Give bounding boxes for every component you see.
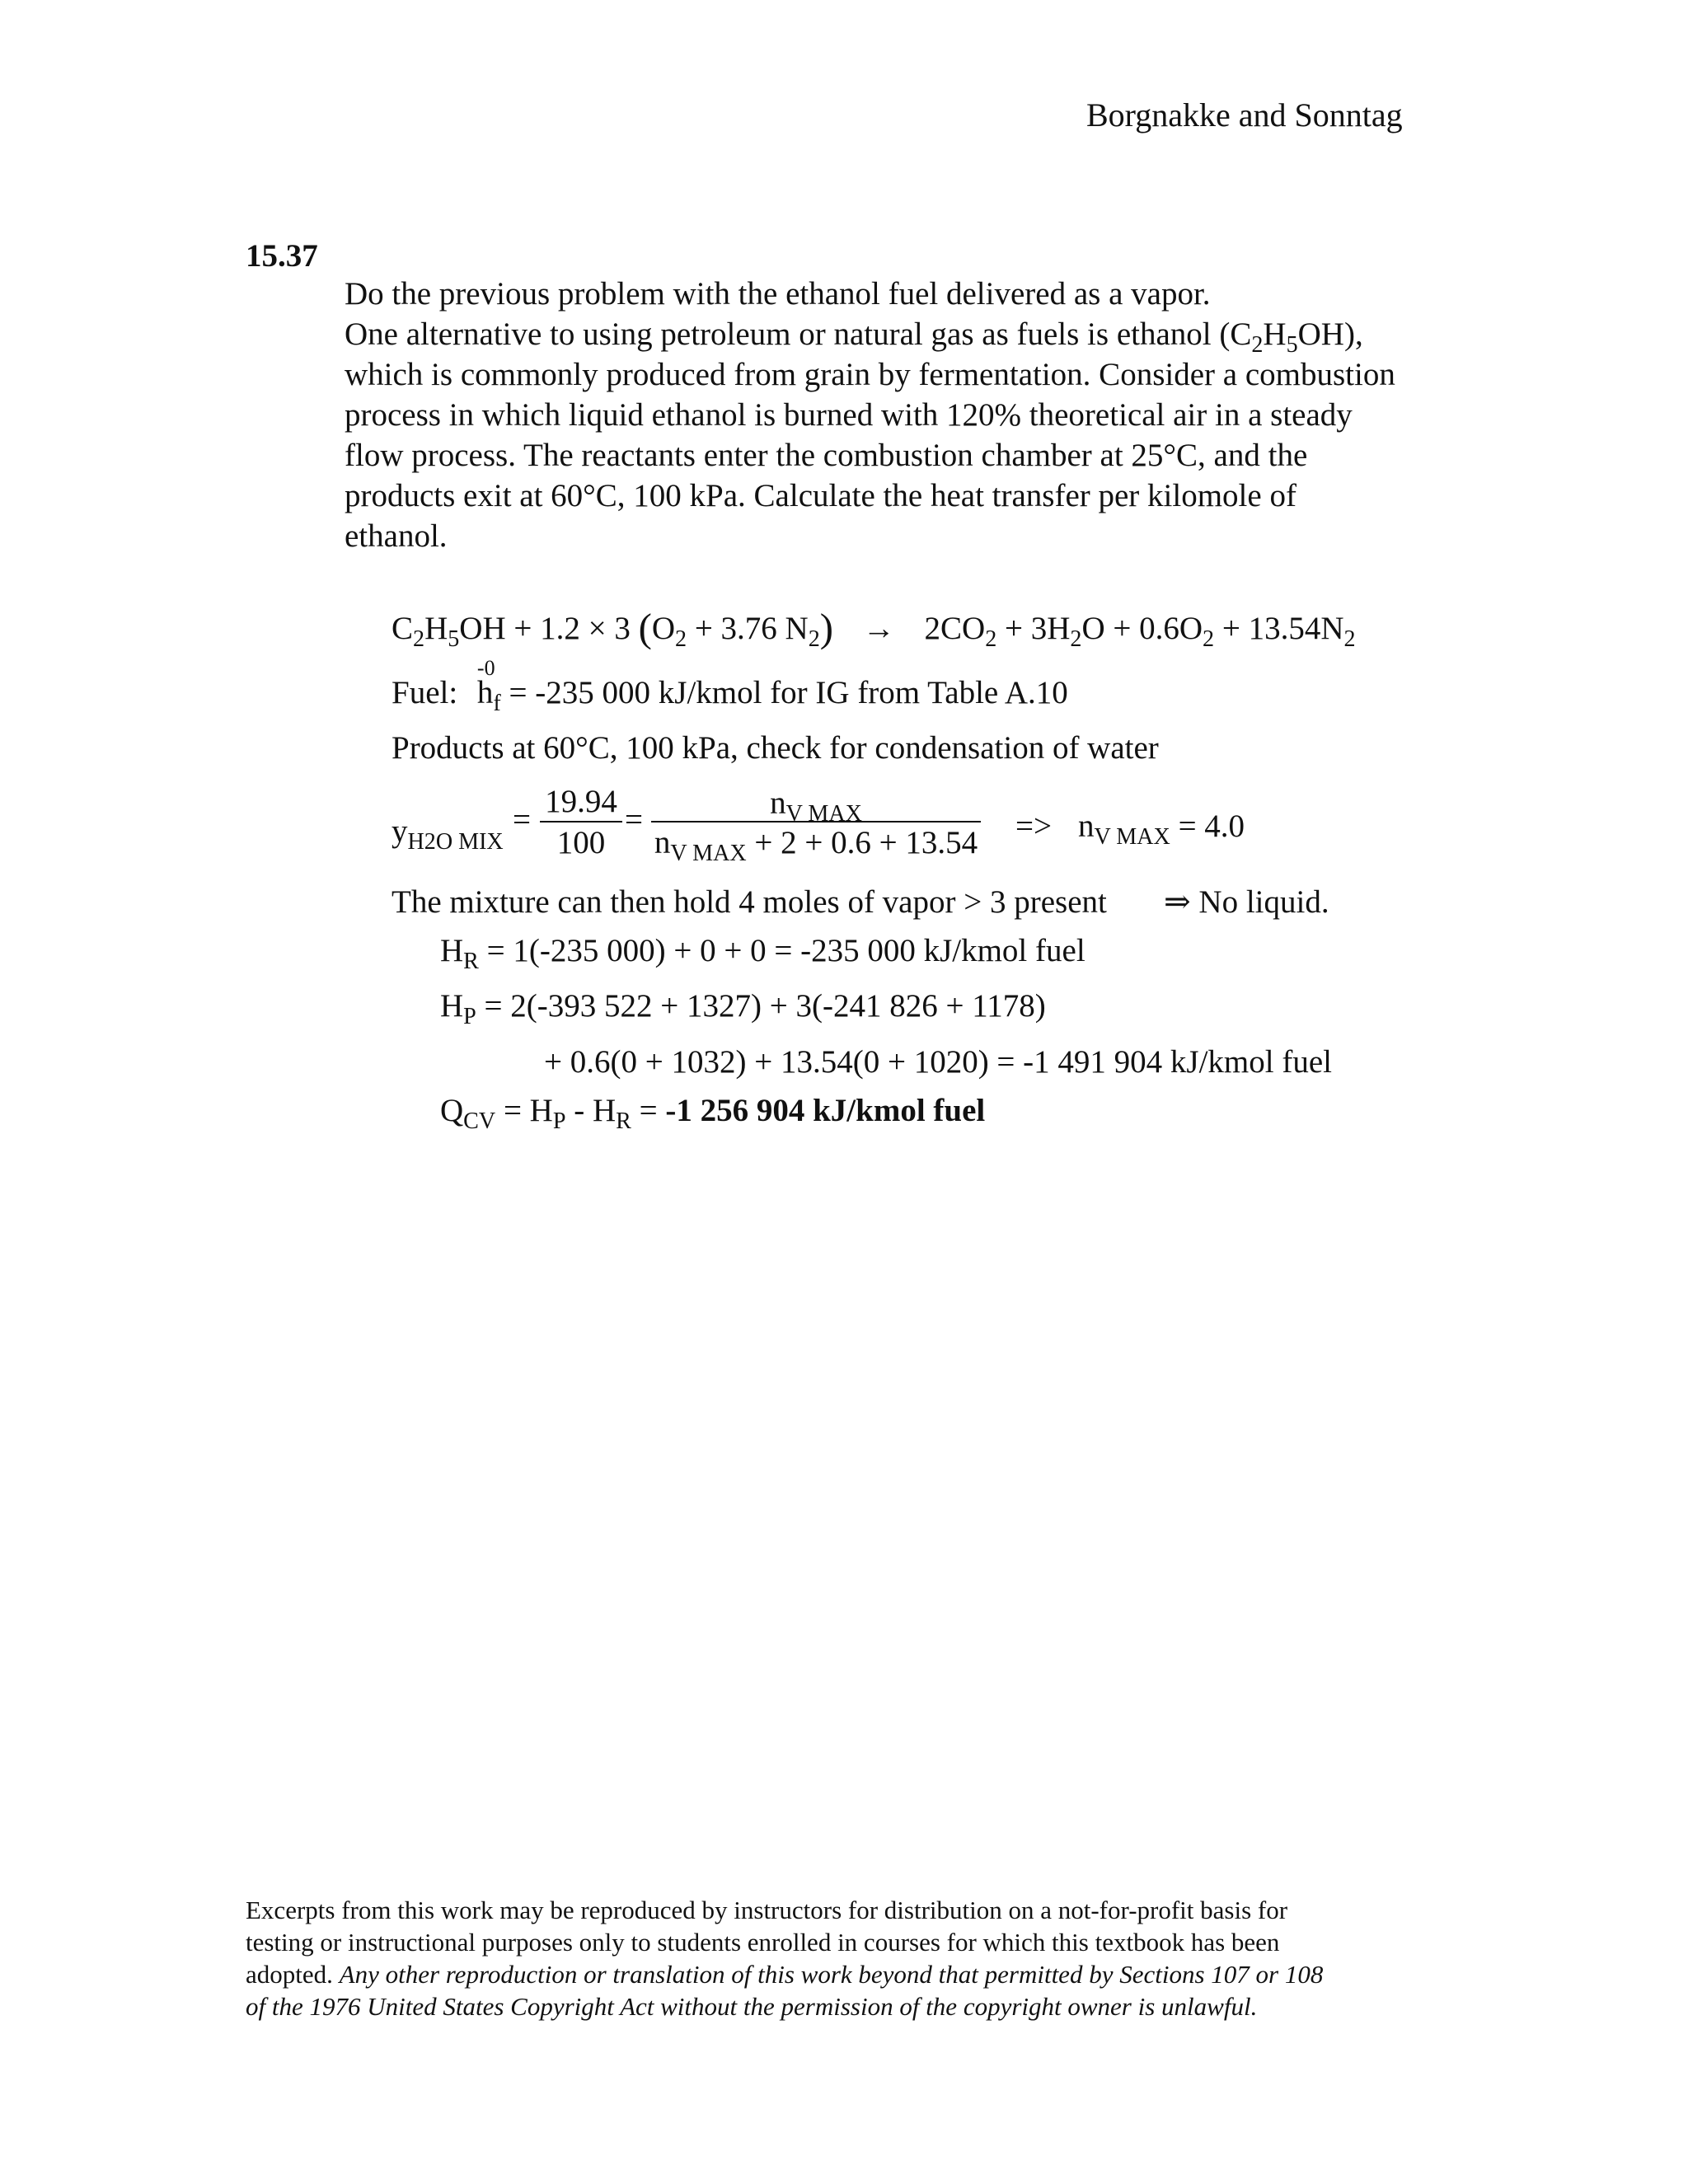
- product-enthalpy-continued: + 0.6(0 + 1032) + 13.54(0 + 1020) = -1 491 904 kJ/kmol fuel: [544, 1044, 1332, 1080]
- copyright-footer: Excerpts from this work may be reproduced by instructors for distribution on a not-for-profit basis for testing or instructional purposes only to students enrolled in courses for which this textbook has been adopted. Any other reproduction or translation of this work beyond that permitted by Sections 107 or 108 of the 1976 United States Copyright Act without the permission of the copyright owner is unlawful.: [246, 1896, 1324, 2021]
- fuel-enthalpy-line: Fuel: h -0 $_f$ = -235 000 kJ/kmol for IG from Table A.10: [392, 656, 1068, 716]
- products-check-line: Products at 60°C, 100 kPa, check for condensation of water: [392, 730, 1159, 766]
- mixture-conclusion: The mixture can then hold 4 moles of vapor > 3 present: [392, 884, 1107, 920]
- statement-line: which is commonly produced from grain by fermentation. Consider a combustion: [345, 357, 1395, 392]
- problem-number: 15.37: [246, 238, 318, 274]
- running-header: Borgnakke and Sonntag: [1086, 96, 1403, 134]
- statement-line: flow process. The reactants enter the combustion chamber at 25°C, and the: [345, 438, 1308, 473]
- statement-line: Do the previous problem with the ethanol fuel delivered as a vapor.: [345, 276, 1211, 312]
- no-liquid-conclusion: ⇒ No liquid.: [1164, 884, 1329, 920]
- reactant-enthalpy: $H_R = 1(-235$ 000) + 0 + 0 = -235 000 kJ/kmol fuel: [440, 933, 1085, 974]
- statement-line: One alternative to using petroleum or natural gas as fuels is ethanol $(C_2H_5OH)$,: [345, 316, 1363, 358]
- statement-line: products exit at 60°C, 100 kPa. Calculate the heat transfer per kilomole of: [345, 478, 1296, 513]
- reaction-equation: $C_2H_5OH + 1.2 \times 3$ ($O_2 + 3.76$ $N_2) \to 2CO_2 + 3H_2O + 0.6O_2 + 13.54N_2$: [392, 606, 1356, 653]
- problem-statement: [345, 274, 1432, 556]
- fraction-bar: [651, 821, 981, 823]
- reaction-arrow: →: [862, 611, 895, 647]
- heat-transfer-result: $Q_{CV} = H_P - H_R = -1$ 256 904 kJ/kmol fuel: [440, 1093, 986, 1134]
- fraction-bar: [540, 821, 622, 823]
- statement-line: process in which liquid ethanol is burned with 120% theoretical air in a steady: [345, 397, 1353, 433]
- statement-line: ethanol.: [345, 518, 448, 554]
- product-enthalpy: $H_P = 2(-393$ 522 + 1327) + 3(-241 826 + 1178): [440, 988, 1046, 1029]
- final-answer: -1 256 904 kJ/kmol fuel: [665, 1093, 986, 1128]
